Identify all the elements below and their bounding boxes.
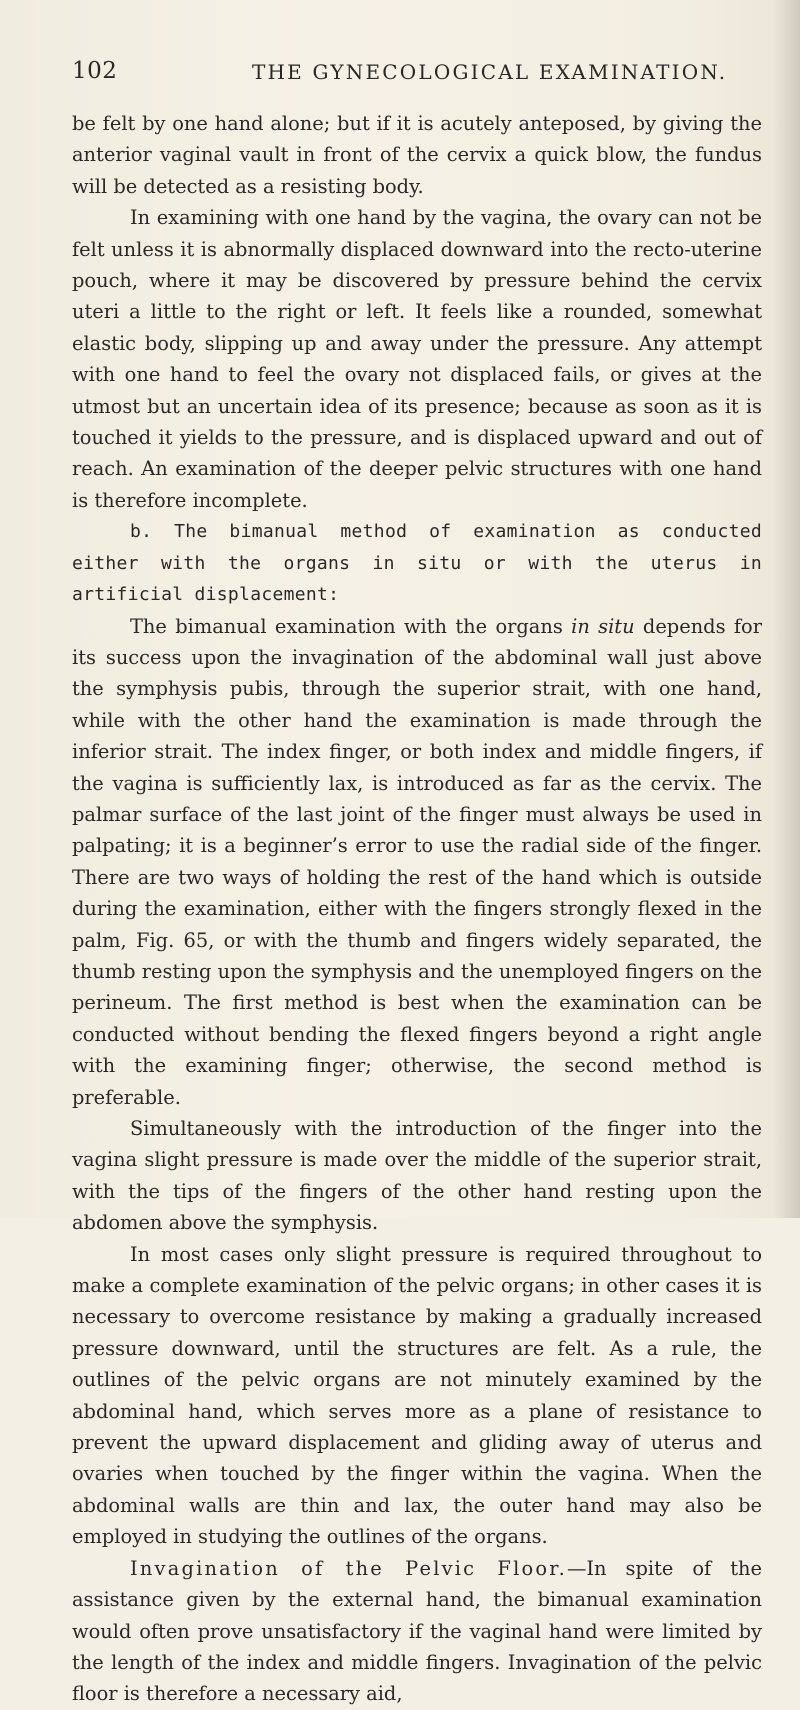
paragraph-ovary-one-hand: In examining with one hand by the vagina, the ovary can not be felt unless it is abnormally displaced downward into the recto-uterine pouch, where it may be discovered by pressure behind the cervix uteri a little to the right or left. It feels like a rounded, somewhat elastic body, slipping up and away under the pressure. Any attempt with one hand to feel the ovary not displaced fails, or gives at the utmost but an uncertain idea of its presence; because as soon as it is touched it yields to the pressure, and is displaced upward and out of reach. An examination of the deeper pelvic structures with one hand is therefore incomplete.: [72, 206, 762, 512]
body-text: [72, 108, 762, 1710]
paragraph-invagination: [72, 1553, 762, 1710]
paragraph-bimanual-text-b: depends for its success upon the invagination of the abdominal wall just above the symphysis pubis, through the superior strait, with one hand, while with the other hand the examination is made through the inferior strait. The index finger, or both index and middle fingers, if the vagina is sufficiently lax, is introduced as far as the cervix. The palmar surface of the last joint of the finger must always be used in palpating; it is a beginner’s error to use the radial side of the finger. There are two ways of holding the rest of the hand which is outside during the examination, either with the fingers strongly flexed in the palm, Fig. 65, or with the thumb and fingers widely separated, the thumb resting upon the symphysis and the unemployed fingers on the perineum. The first method is best when the examination can be conducted without bending the flexed fingers beyond a right angle with the examining finger; otherwise, the second method is preferable.: [72, 614, 762, 1109]
page-edge-shadow: [774, 0, 800, 1218]
paragraph-simultaneously: Simultaneously with the introduction of the finger into the vagina slight pressure is made over the middle of the superior strait, with the tips of the fingers of the other hand resting upon the abdomen above the symphysis.: [72, 1117, 762, 1235]
invagination-heading: Invagination of the Pelvic Floor.: [130, 1556, 567, 1580]
paragraph-bimanual-in-situ: [72, 611, 762, 1114]
page-number: 102: [72, 58, 118, 84]
paragraph-most-cases: In most cases only slight pressure is required throughout to make a complete examination of the pelvic organs; in other cases it is necessary to overcome resistance by making a gradually increased pressure downward, until the structures are felt. As a rule, the outlines of the pelvic organs are not minutely examined by the abdominal hand, which serves more as a plane of resistance to prevent the upward displacement and gliding away of uterus and ovaries when touched by the finger within the vagina. When the abdominal walls are thin and lax, the outer hand may also be employed in studying the outlines of the organs.: [72, 1242, 762, 1549]
running-head: THE GYNECOLOGICAL EXAMINATION.: [252, 60, 728, 84]
section-heading-bimanual: b. The bimanual method of examination as conducted either with the organs in situ or with the uterus in artificial displacement:: [72, 521, 762, 606]
paragraph-bimanual-text-a: The bimanual examination with the organs: [130, 614, 572, 638]
paragraph-invagination-text: —In spite of the assistance given by the external hand, the bimanual examination would often prove unsatisfactory if the vaginal hand were limited by the length of the index and middle fingers. Invagination of the pelvic floor is therefore a necessary aid,: [72, 1556, 762, 1706]
page-header: [72, 58, 762, 88]
paragraph-continued: be felt by one hand alone; but if it is acutely anteposed, by giving the anterior vaginal vault in front of the cervix a quick blow, the fundus will be detected as a resisting body.: [72, 112, 762, 198]
italic-in-situ: in situ: [571, 614, 635, 638]
